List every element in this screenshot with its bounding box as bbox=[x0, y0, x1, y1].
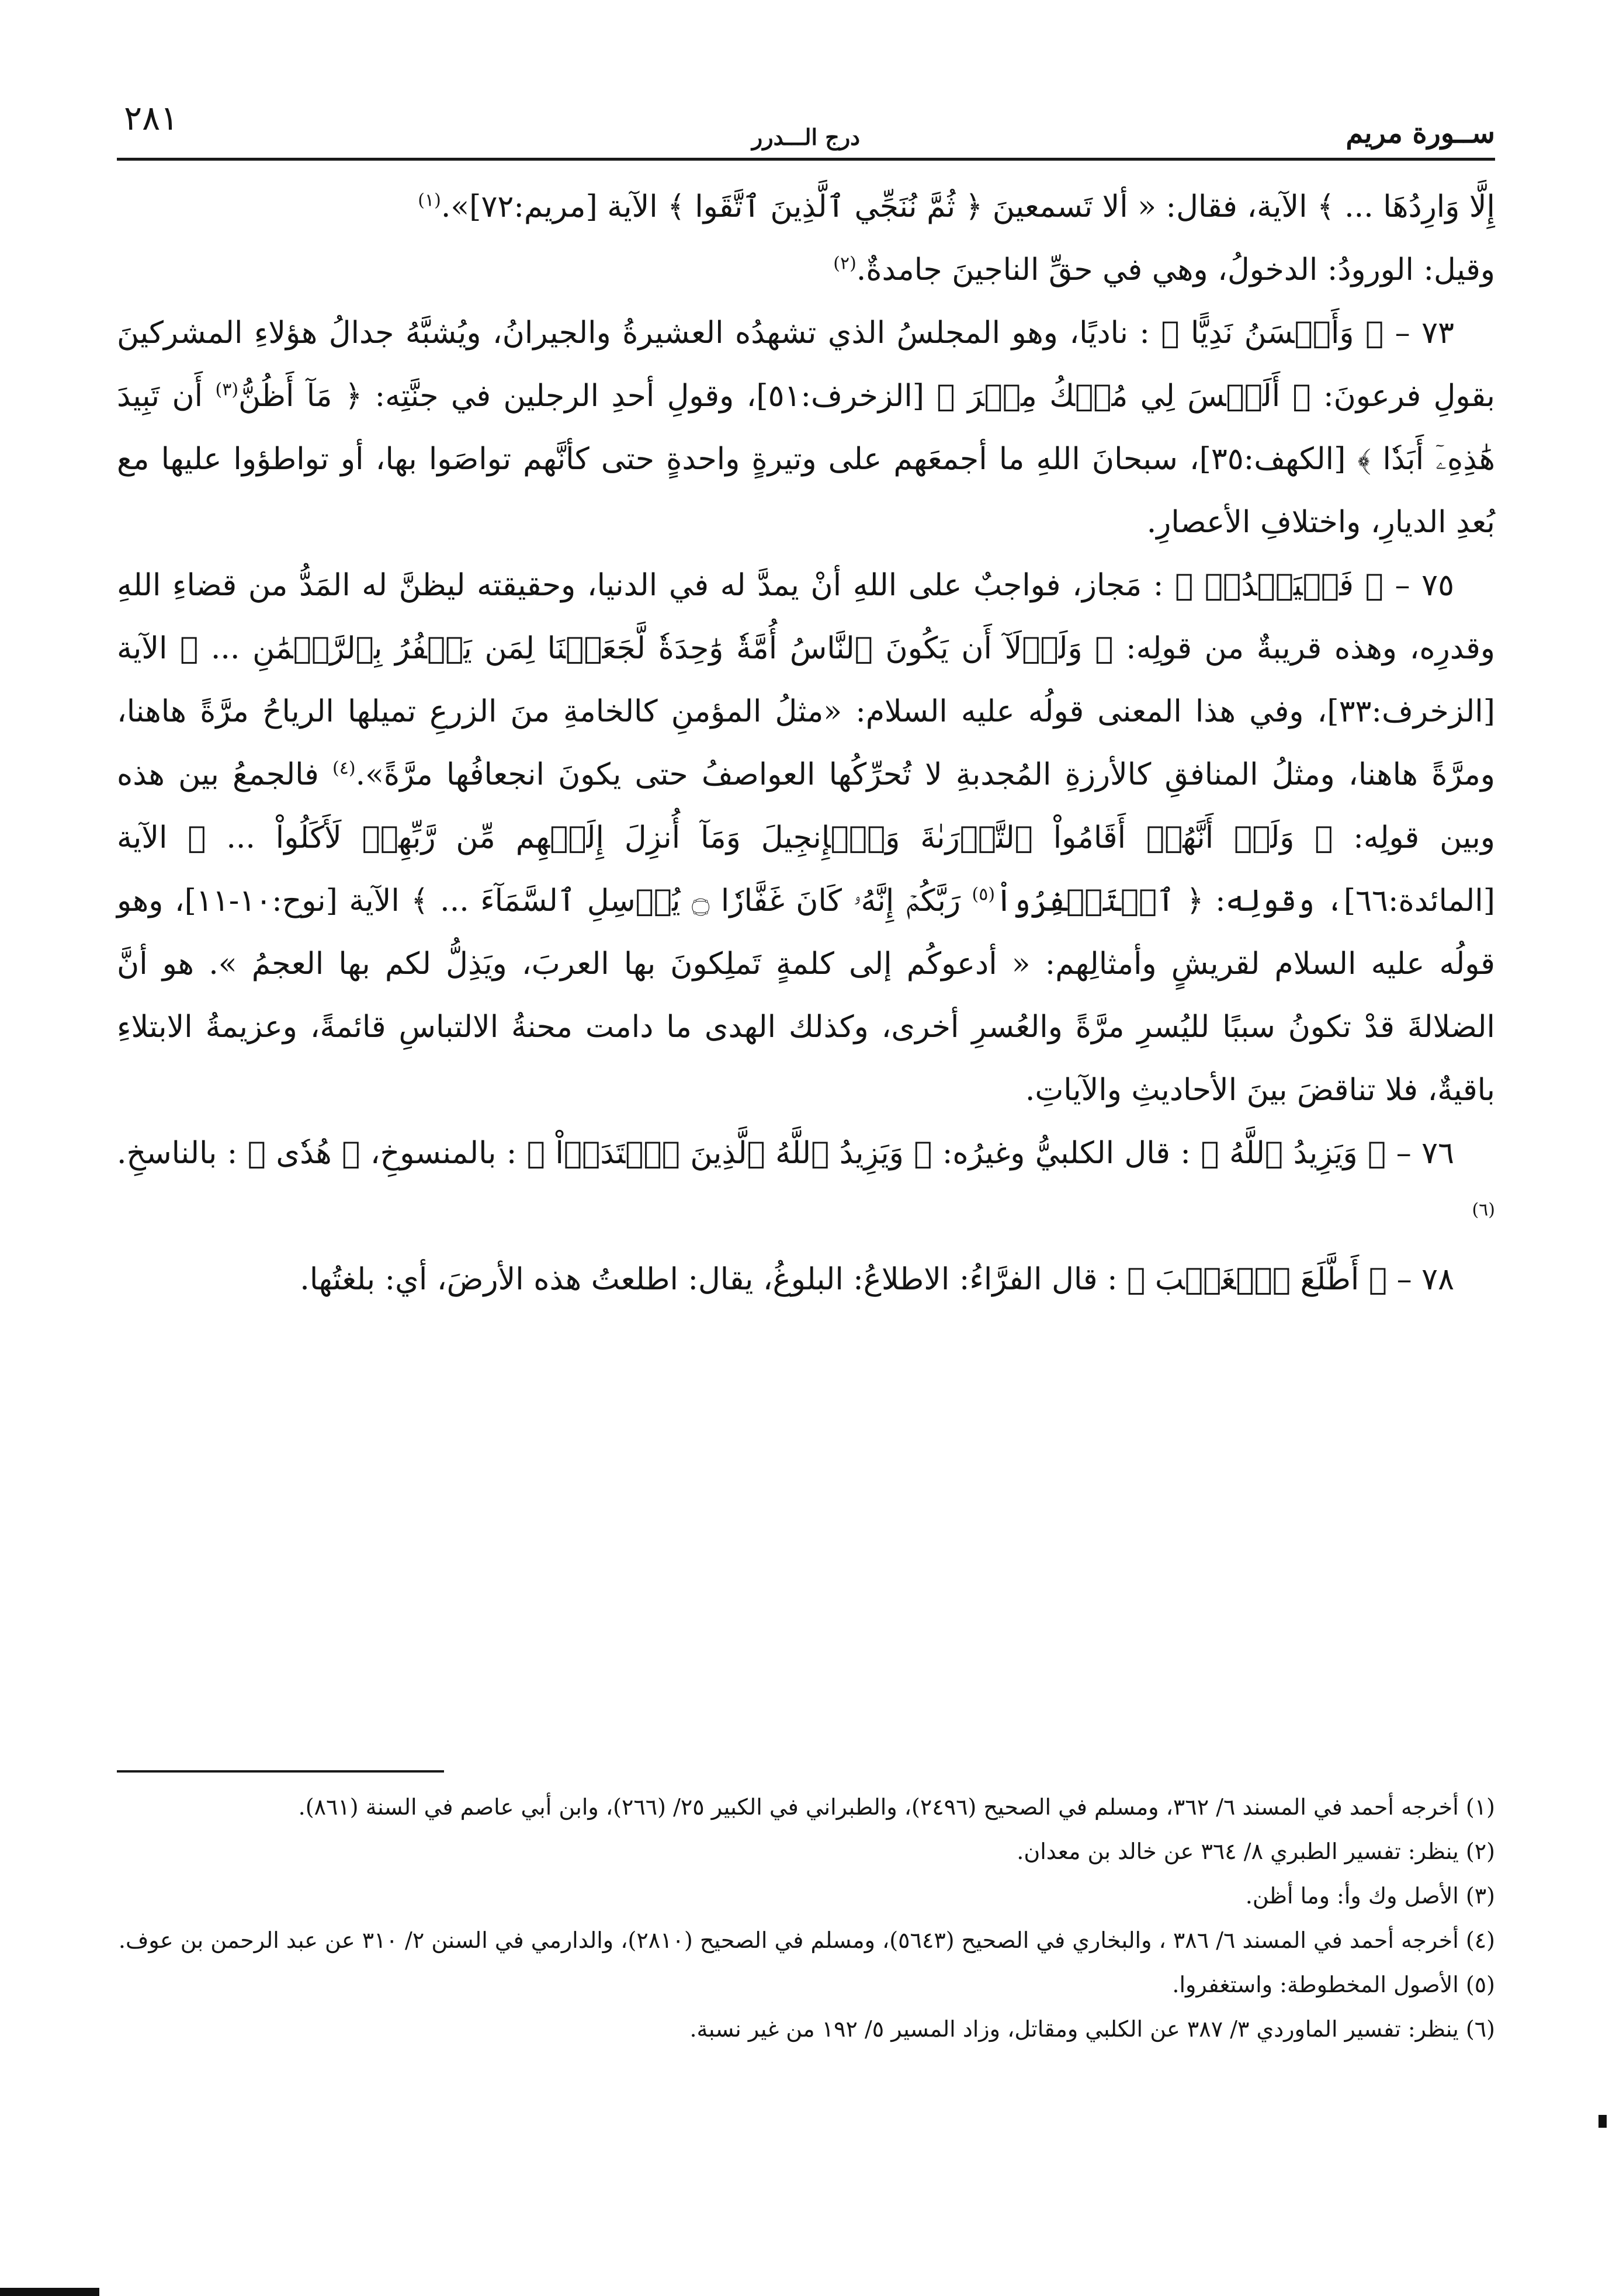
surah-title: ســورة مريم bbox=[1346, 117, 1495, 150]
footnote-3: (٣) الأصل وك وأ: وما أظن. bbox=[1245, 1883, 1495, 1909]
footnote-6: (٦) ينظر: تفسير الماوردي ٣/ ٣٨٧ عن الكلبي ومقاتل، وزاد المسير ٥/ ١٩٢ من غير نسبة. bbox=[689, 2016, 1495, 2042]
running-header bbox=[117, 88, 1495, 161]
footnote-ref: (٥) bbox=[972, 884, 996, 905]
text-run: ٧٨ – ﴿ أَطَّلَعَ ٱلۡغَيۡبَ ﴾ : قال الفرَّاءُ: الاطلاعُ: البلوغُ، يقال: اطلعتُ هذه الأرضَ، أي: بلغتُها. bbox=[300, 1262, 1454, 1297]
paragraph-verse-73 bbox=[117, 301, 1495, 554]
footnote-ref: (٤) bbox=[332, 758, 356, 779]
footnote-ref: (٣) bbox=[215, 379, 239, 400]
footnote-ref: (٢) bbox=[833, 253, 856, 274]
text-run: أَن تَبِيدَ هَٰذِهِۦٓ أَبَدٗا ﴾ [الكهف:٣٥]، سبحانَ اللهِ ما أجمعَهم على وتيرةٍ واحدةٍ حتى كأنَّهم تواصَوا بها، أو تواطؤوا عليها مع بُعدِ الديارِ، واختلافِ الأعصارِ. bbox=[117, 379, 1496, 540]
footnote-ref: (٦) bbox=[1472, 1199, 1495, 1220]
footnote-ref: (١) bbox=[418, 190, 441, 211]
text-run: ٧٦ – ﴿ وَيَزِيدُ ٱللَّهُ ﴾ : قال الكلبيُّ وغيرُه: ﴿ وَيَزِيدُ ٱللَّهُ ٱلَّذِينَ ٱهۡتَدَوۡاْ ﴾ : بالمنسوخِ، ﴿ هُدٗى ﴾ : بالناسخِ. bbox=[117, 1136, 1454, 1171]
text-run: وقيل: الورودُ: الدخولُ، وهي في حقِّ الناجينَ جامدةٌ. bbox=[856, 252, 1495, 287]
footnote-5: (٥) الأصول المخطوطة: واستغفروا. bbox=[1172, 1972, 1495, 1997]
text-run: فالجمعُ بين هذه وبين قولِه: ﴿ وَلَوۡ أَنَّهُمۡ أَقَامُواْ ٱلتَّوۡرَىٰةَ وَٱلۡإِنجِيلَ وَمَآ أُنزِلَ إِلَيۡهِم مِّن رَّبِّهِمۡ لَأَكَلُواْ ... ﴾ الآية [المائدة:٦٦]، وقولِه: ﴿ ٱسۡتَغۡفِرُواْ bbox=[117, 757, 1495, 918]
book-title: درج الـــدرر bbox=[751, 124, 861, 150]
paragraph-verse-76 bbox=[117, 1122, 1495, 1248]
footnotes bbox=[117, 1785, 1495, 2051]
main-text bbox=[117, 175, 1495, 1694]
footnote-4: (٤) أخرجه أحمد في المسند ٦/ ٣٨٦ ، والبخاري في الصحيح (٥٦٤٣)، ومسلم في الصحيح (٢٨١٠)، والدارمي في السنن ٢/ ٣١٠ عن عبد الرحمن بن عوف. bbox=[118, 1927, 1495, 1953]
text-run: ٧٥ – ﴿ فَلۡيَمۡدُدۡ ﴾ : مَجاز، فواجبٌ على اللهِ أنْ يمدَّ له في الدنيا، وحقيقته ليظنَّ له المَدُّ من قضاءِ اللهِ وقدرِه، وهذه قريبةٌ من قولِه: ﴿ وَلَوۡلَآ أَن يَكُونَ ٱلنَّاسُ أُمَّةٗ وَٰحِدَةٗ لَّجَعَلۡنَا لِمَن يَكۡفُرُ بِٱلرَّحۡمَٰنِ ... ﴾ الآية [الزخرف:٣٣]، وفي هذا المعنى قولُه عليه السلام: «مثلُ المؤمنِ كالخامةِ منَ الزرعِ تميلها الرياحُ مرَّةً هاهنا، ومرَّةً هاهنا، ومثلُ المنافقِ كالأرزةِ المُجدبةِ لا تُحرِّكُها العواصفُ حتى يكونَ انجعافُها مرَّةً». bbox=[117, 568, 1495, 792]
scan-edge-mark bbox=[0, 2288, 99, 2296]
footnote-1: (١) أخرجه أحمد في المسند ٦/ ٣٦٢، ومسلم في الصحيح (٢٤٩٦)، والطبراني في الكبير ٢٥/ (٢٦٦)، وابن أبي عاصم في السنة (٨٦١). bbox=[298, 1794, 1495, 1820]
footnote-separator bbox=[117, 1770, 444, 1773]
paragraph-wurood bbox=[117, 238, 1495, 301]
scan-margin-mark bbox=[1598, 2115, 1607, 2128]
footnote-2: (٢) ينظر: تفسير الطبري ٨/ ٣٦٤ عن خالد بن معدان. bbox=[1017, 1839, 1495, 1864]
text-run: إِلَّا وَارِدُهَا ... ﴾ الآية، فقال: « ألا تَسمعينَ ﴿ ثُمَّ نُنَجِّي ٱلَّذِينَ ٱتَّقَوا ﴾ الآية [مريم:٧٢]». bbox=[441, 189, 1495, 224]
paragraph-verse-75 bbox=[117, 554, 1495, 1122]
page-number: ٢٨١ bbox=[124, 98, 179, 138]
text-run: ٧٣ – ﴿ وَأَحۡسَنُ نَدِيًّا ﴾ : ناديًا، وهو المجلسُ الذي تشهدُه العشيرةُ والجيرانُ، ويُشبَّهُ جدالُ هؤلاءِ المشركينَ بقولِ فرعونَ: ﴿ أَلَيۡسَ لِي مُلۡكُ مِصۡرَ ﴾ [الزخرف:٥١]، وقولِ أحدِ الرجلين في جنَّتِه: ﴿ مَآ أَظُنُّ bbox=[117, 315, 1495, 414]
text-run: رَبَّكُمۡ إِنَّهُۥ كَانَ غَفَّارٗا ۝ يُرۡسِلِ ٱلسَّمَآءَ ... ﴾ الآية [نوح:١٠-١١]، وهو قولُه عليه السلام لقريشٍ وأمثالِهم: « أدعوكُم إلى كلمةٍ تَملِكونَ بها العربَ، ويَذِلُّ لكم بها العجمُ ». هو أنَّ الضلالةَ قدْ تكونُ سببًا لليُسرِ مرَّةً والعُسرِ أخرى، وكذلك الهدى ما دامت محنةُ الالتباسِ قائمةً، وعزيمةُ الابتلاءِ باقيةٌ، فلا تناقضَ بينَ الأحاديثِ والآياتِ. bbox=[117, 883, 1495, 1108]
paragraph-verse-78 bbox=[117, 1248, 1495, 1311]
paragraph-72-end bbox=[117, 175, 1495, 238]
